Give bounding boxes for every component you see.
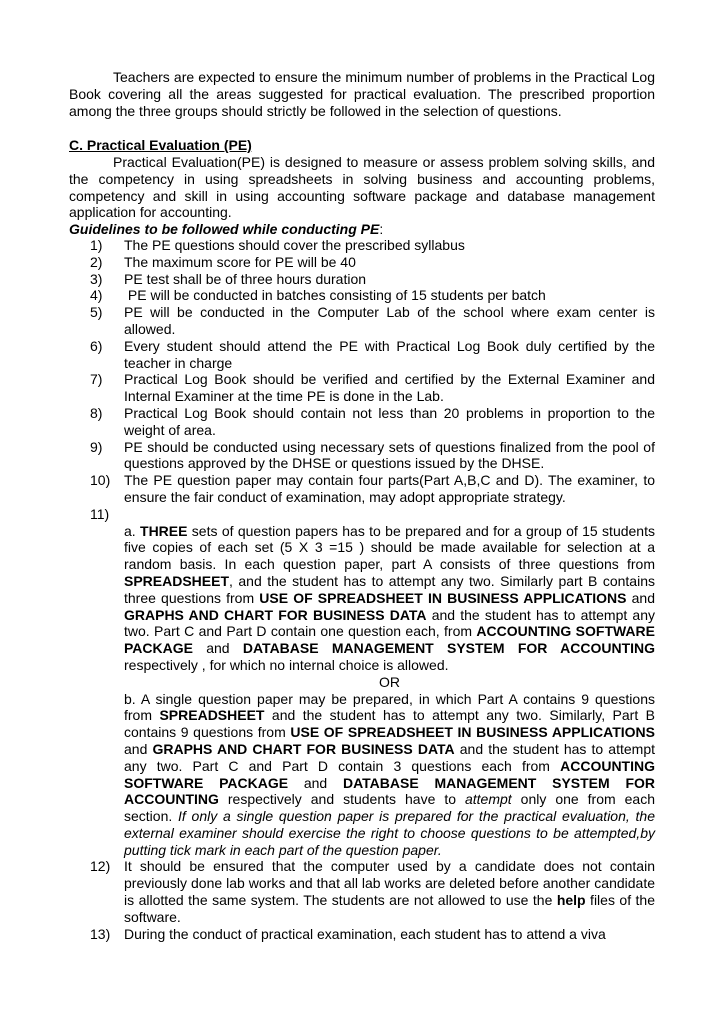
rule-text: files of the software. (124, 892, 656, 925)
rule11-a-text: , and the student has to attempt any two. Similarly part B contains three questions from (124, 572, 655, 606)
guidelines-list (69, 237, 655, 942)
rule11-b-bold: USE OF SPREADSHEET IN BUSINESS APPLICATIONS (290, 724, 656, 741)
rule-item-2 (69, 254, 655, 271)
rule11-a-text: sets of question papers has to be prepared and for a group of 15 students five copies of each set (5 X 3 =15 ) should be made available for selection at a random basis. In each question paper, part A consists of three questions from (124, 522, 655, 573)
guidelines-heading-text: Guidelines to be followed while conducting PE (69, 221, 380, 237)
rule11-a-bold: USE OF SPREADSHEET IN BUSINESS APPLICATIONS (259, 589, 627, 606)
rule11-a-text: respectively , for which no internal choice is allowed. (124, 656, 449, 673)
section-heading: C. Practical Evaluation (PE) (69, 137, 252, 153)
rule-item-9 (69, 439, 655, 473)
rule-text: The maximum score for PE will be 40 (124, 253, 356, 270)
rule-text: PE will be conducted in the Computer Lab of the school where exam center is allowed. (124, 304, 655, 337)
rule-number: 5) (90, 304, 103, 321)
intro-paragraph: Teachers are expected to ensure the minimum number of problems in the Practical Log Book covering all the areas suggested for practical evaluation. The prescribed proportion among the three groups should strictly be followed in the selection of questions. (69, 69, 655, 119)
rule11-a-bold: THREE (140, 522, 188, 539)
rule-number: 10) (90, 472, 111, 489)
rule-number: 11) (90, 505, 110, 522)
rule-text: During the conduct of practical examination, each student has to attend a viva (124, 925, 606, 942)
rule-number: 4) (90, 287, 103, 304)
rule-text: PE should be conducted using necessary sets of questions finalized from the pool of questions approved by the DHSE or questions issued by the DHSE. (124, 438, 655, 472)
rule-number: 13) (90, 925, 111, 942)
rule-item-4 (69, 287, 655, 304)
rule-item-7 (69, 371, 655, 405)
rule11-a-text: and the student has to attempt any two. Part C and Part D contain one question each, from (124, 606, 656, 640)
rule11-b-text: and the student has to attempt any two. Similarly, Part B contains 9 questions from (124, 707, 655, 741)
rule-item-10 (69, 472, 655, 506)
rule-text: Practical Log Book should be verified and certified by the External Examiner and Internal Examiner at the time PE is done in the Lab. (124, 371, 655, 405)
rule-number: 8) (90, 404, 103, 421)
rule-text: PE test shall be of three hours duration (124, 270, 367, 287)
rule11-a-bold: ACCOUNTING SOFTWARE PACKAGE (124, 623, 655, 657)
rule11-a-bold: DATABASE MANAGEMENT SYSTEM FOR ACCOUNTING (242, 640, 656, 657)
rule11-option-b (124, 691, 655, 859)
rule11-b-text: only one from each section. (124, 791, 655, 825)
rule11-a-text: a. (124, 522, 141, 539)
rule11-a-text: and (192, 640, 243, 657)
pe-description-paragraph: Practical Evaluation(PE) is designed to measure or assess problem solving skills, and the competency in using spreadsheets in solving business and accounting problems, competency and skill in using accounting software package and database management application for accounting. (69, 154, 655, 221)
rule11-b-bold: DATABASE MANAGEMENT SYSTEM FOR ACCOUNTING (124, 774, 655, 808)
rule11-b-text: respectively and students have to (218, 791, 465, 808)
rule-item-1 (69, 237, 655, 254)
rule-item-6 (69, 338, 655, 372)
rule11-option-a (124, 523, 655, 674)
rule11-b-text: and (124, 740, 153, 757)
rule-text-bold: help (556, 892, 586, 909)
rule11-b-text: and the student has to attempt any two. Part C and Part D contain 3 questions each from (124, 740, 655, 774)
rule11-b-text: b. A single question paper may be prepared, in which Part A contains 9 questions from (124, 690, 655, 724)
rule-item-11 (69, 506, 655, 859)
rule-item-13 (69, 926, 655, 943)
rule-number: 7) (90, 371, 103, 388)
or-separator: OR (379, 673, 400, 690)
rule-text: The PE questions should cover the prescribed syllabus (124, 237, 465, 253)
rule-number: 9) (90, 438, 103, 455)
rule-text: Every student should attend the PE with Practical Log Book duly certified by the teacher in charge (124, 337, 655, 371)
rule11-b-bold: ACCOUNTING SOFTWARE PACKAGE (124, 757, 655, 791)
rule-item-5 (69, 304, 655, 338)
rule-item-8 (69, 405, 655, 439)
rule-number: 1) (90, 237, 103, 253)
rule-number: 2) (90, 253, 103, 270)
rule-item-12 (69, 858, 655, 925)
rule11-a-text: and (626, 589, 656, 606)
rule-item-3 (69, 271, 655, 288)
guidelines-heading (69, 221, 383, 238)
rule11-a-bold: SPREADSHEET (124, 572, 230, 589)
rule-text: PE will be conducted in batches consisting of 15 students per batch (124, 287, 546, 304)
rule11-a-bold: GRAPHS AND CHART FOR BUSINESS DATA (124, 606, 427, 623)
rule11-b-italic: attempt (464, 791, 512, 808)
guidelines-colon: : (379, 221, 384, 237)
rule-text: The PE question paper may contain four parts(Part A,B,C and D). The examiner, to ensure the fair conduct of examination, may adopt appropriate strategy. (124, 472, 655, 505)
rule-number: 12) (90, 858, 111, 875)
rule11-b-text: and (288, 774, 343, 791)
rule11-b-bold: GRAPHS AND CHART FOR BUSINESS DATA (152, 740, 455, 757)
rule-number: 3) (90, 270, 103, 287)
rule11-b-italic: If only a single question paper is prepared for the practical evaluation, the external examiner should exercise the right to choose questions to be attempted,by putting tick mark in each part of the question paper. (124, 808, 655, 858)
rule11-b-bold: SPREADSHEET (159, 707, 265, 724)
rule-text: It should be ensured that the computer used by a candidate does not contain previously done lab works and that all lab works are deleted before another candidate is allotted the same system. The students are not allowed to use the (124, 858, 655, 909)
rule-number: 6) (90, 337, 103, 354)
rule-text: Practical Log Book should contain not less than 20 problems in proportion to the weight of area. (124, 404, 655, 438)
